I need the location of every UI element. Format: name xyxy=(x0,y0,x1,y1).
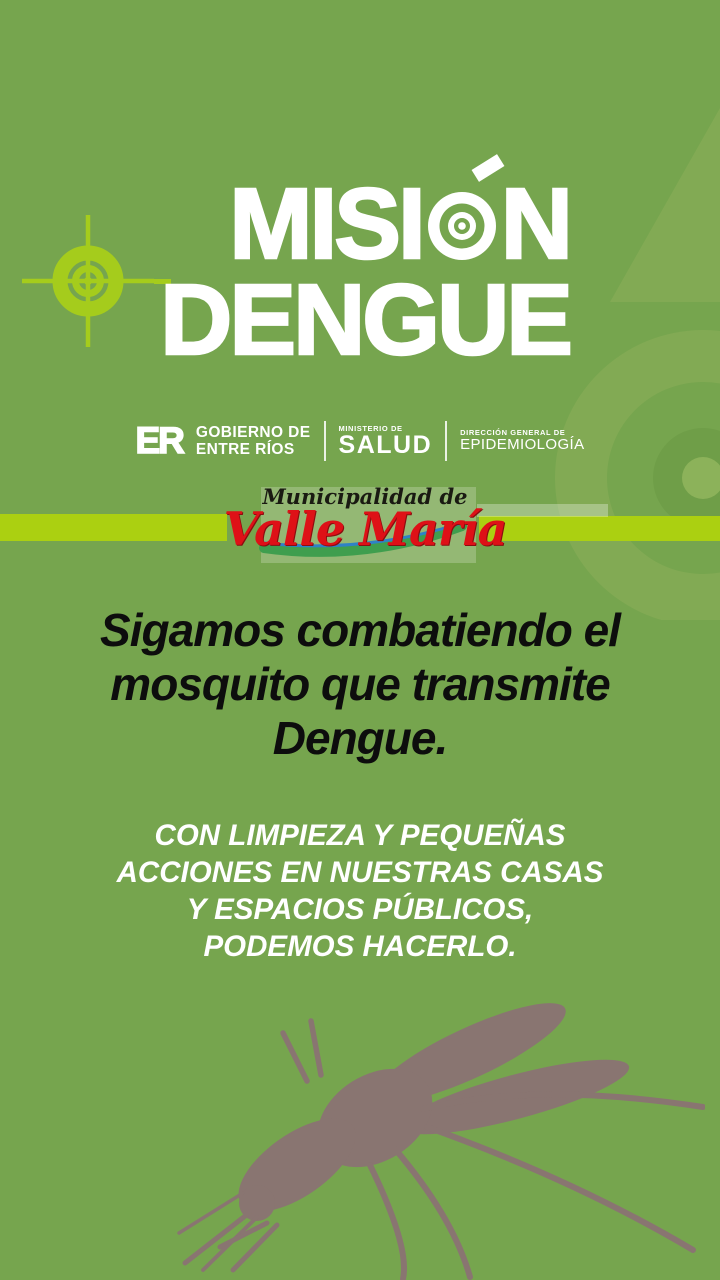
headline-line3: Dengue. xyxy=(272,711,448,764)
municipality-logo xyxy=(180,484,550,556)
subtext xyxy=(0,818,720,966)
valle-maria-label: Valle María xyxy=(223,502,507,556)
wordmark-line-dengue: DENGUE xyxy=(160,264,570,376)
headline xyxy=(0,604,720,765)
entre-rios-er-logo: ER xyxy=(135,420,183,461)
wordmark-misi: MISI xyxy=(229,168,423,280)
bullseye-icon xyxy=(426,178,498,250)
subtext-line2: ACCIONES EN NUESTRAS CASAS xyxy=(116,855,604,889)
wordmark-n: N xyxy=(500,168,570,280)
logo-divider xyxy=(445,421,447,461)
salud-label: SALUD xyxy=(338,431,433,459)
wordmark-line-mision xyxy=(120,168,570,280)
subtext-line3: Y ESPACIOS PÚBLICOS, xyxy=(186,892,534,926)
direccion-small-label: DIRECCIÓN GENERAL DE xyxy=(460,428,566,438)
ministerio-small-label: MINISTERIO DE xyxy=(338,424,403,433)
logo-divider xyxy=(324,421,326,461)
municipalidad-de-label: Municipalidad de xyxy=(262,484,468,509)
headline-line1: Sigamos combatiendo el xyxy=(100,604,620,656)
epidemiologia-label: EPIDEMIOLOGÍA xyxy=(460,436,585,454)
mosquito-silhouette xyxy=(165,985,705,1280)
gobierno-line1: GOBIERNO DE xyxy=(195,423,311,441)
subtext-line4: PODEMOS HACERLO. xyxy=(203,929,517,963)
government-logo-bar xyxy=(0,420,720,462)
subtext-line1: CON LIMPIEZA Y PEQUEÑAS xyxy=(154,819,566,852)
direccion-epidemiologia-label xyxy=(460,428,584,454)
ministerio-salud-label xyxy=(339,424,433,458)
headline-line2: mosquito que transmite xyxy=(110,657,610,710)
gobierno-entre-rios-label xyxy=(196,424,311,458)
gobierno-line2: ENTRE RÍOS xyxy=(195,441,295,458)
mision-dengue-wordmark xyxy=(120,168,570,376)
